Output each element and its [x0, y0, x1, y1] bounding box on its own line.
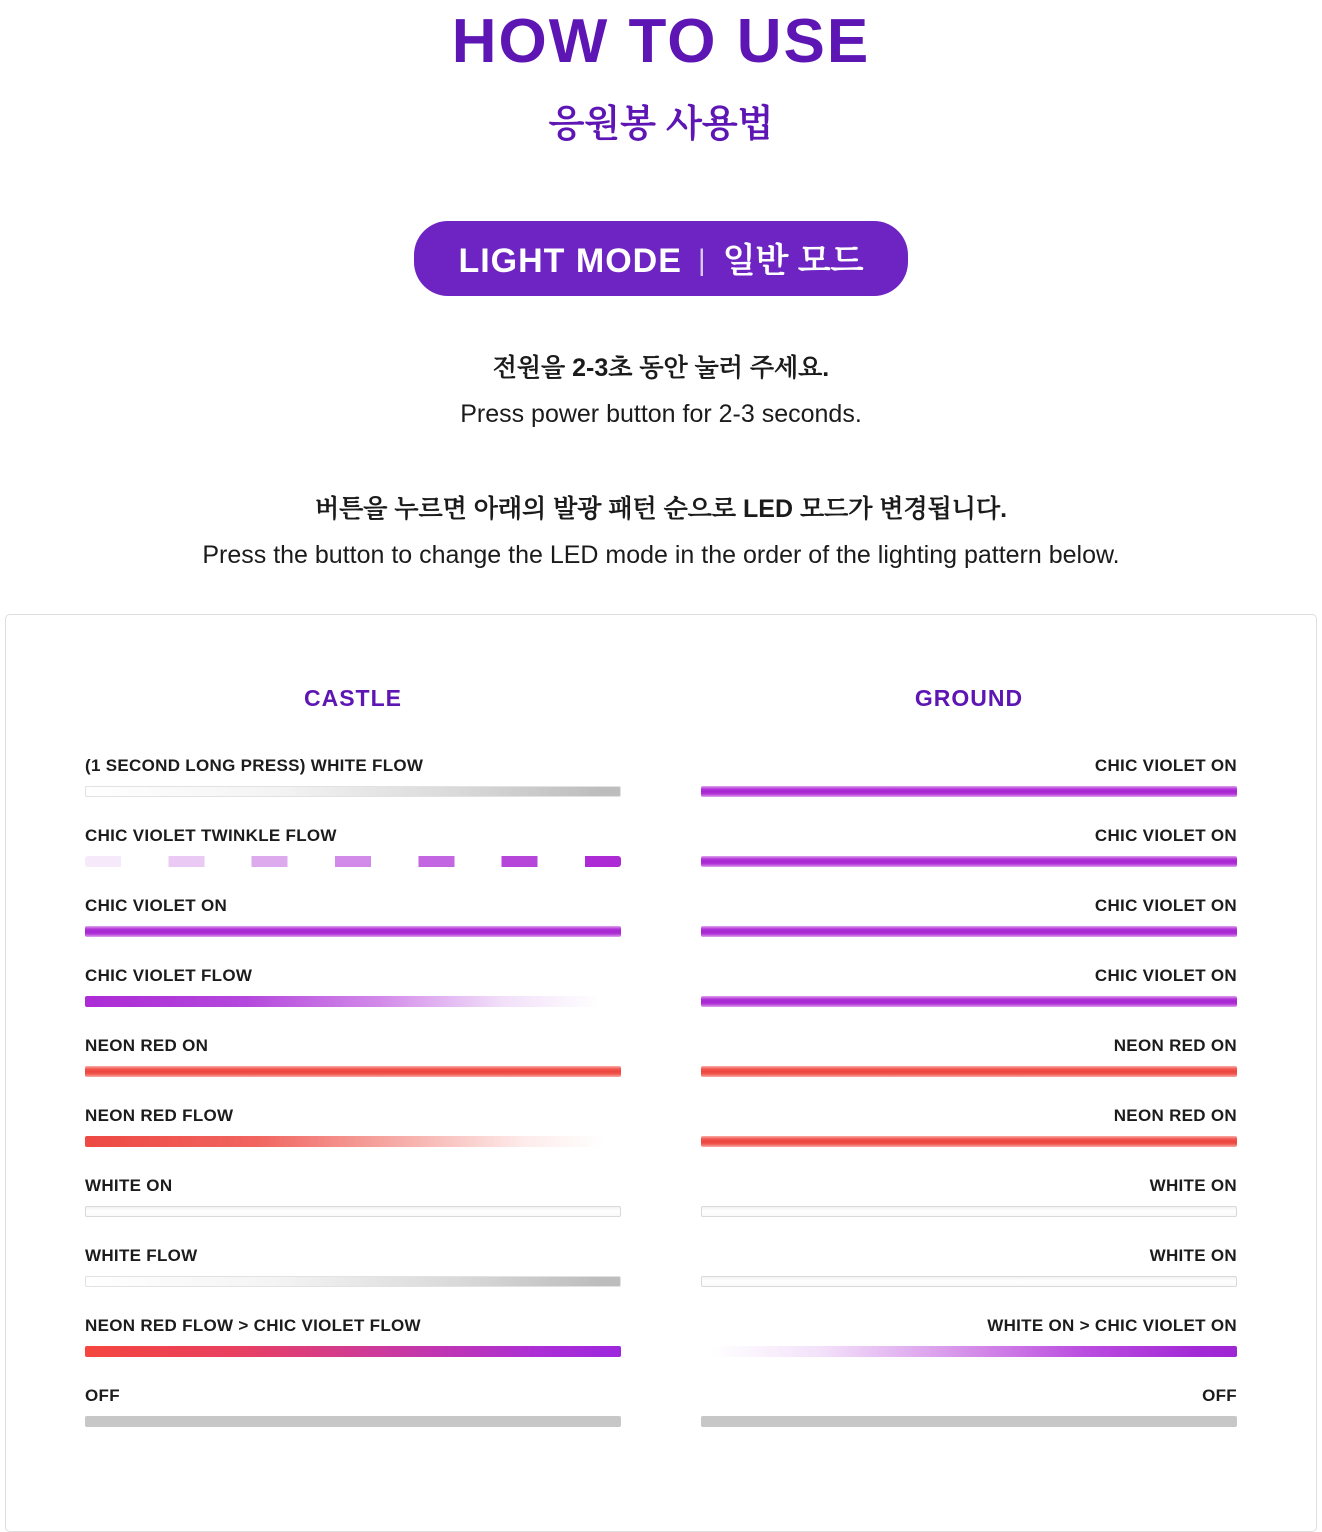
instruction-power-english: Press power button for 2-3 seconds. [460, 400, 862, 428]
instruction-button-english: Press the button to change the LED mode in the order of the lighting pattern below. [202, 541, 1120, 569]
instruction-power-korean: 전원을 2-3초 동안 눌러 주세요. [492, 354, 830, 382]
pattern-cell-castle [85, 1036, 621, 1077]
led-bar-red-on [701, 1136, 1237, 1147]
instruction-button-korean: 버튼을 누르면 아래의 발광 패턴 순으로 LED 모드가 변경됩니다. [314, 495, 1008, 523]
light-mode-label-en: LIGHT MODE [458, 242, 682, 280]
led-pattern-table [5, 614, 1317, 1532]
led-mode-label: CHIC VIOLET ON [1094, 896, 1237, 915]
led-mode-label: WHITE ON [1149, 1246, 1237, 1265]
led-mode-label: NEON RED ON [85, 1036, 209, 1055]
led-bar-white-on [701, 1206, 1237, 1217]
led-bar-red-flow [85, 1136, 621, 1147]
column-header-castle: CASTLE [304, 685, 402, 711]
pattern-cell-castle [85, 756, 621, 797]
led-mode-label: CHIC VIOLET ON [1094, 756, 1237, 775]
led-mode-label: WHITE ON [85, 1176, 173, 1195]
led-mode-label: NEON RED ON [1113, 1106, 1237, 1125]
column-headers [85, 685, 1237, 712]
badge-divider: | [697, 244, 707, 277]
led-mode-label: NEON RED FLOW > CHIC VIOLET FLOW [85, 1316, 421, 1335]
pattern-cell-castle [85, 1106, 621, 1147]
led-bar-red-to-violet-flow [85, 1346, 621, 1357]
led-bar-violet-twinkle [85, 856, 621, 867]
pattern-cell-ground [701, 1386, 1237, 1427]
led-mode-label: WHITE ON [1149, 1176, 1237, 1195]
column-header-ground: GROUND [914, 685, 1024, 711]
pattern-cell-ground [701, 1176, 1237, 1217]
led-mode-label: (1 SECOND LONG PRESS) WHITE FLOW [85, 756, 424, 775]
pattern-cell-castle [85, 966, 621, 1007]
led-mode-label: CHIC VIOLET TWINKLE FLOW [85, 826, 337, 845]
led-bar-white-on [701, 1276, 1237, 1287]
led-bar-white-on [85, 1206, 621, 1217]
instruction-button [0, 489, 1322, 570]
page-subtitle-korean: 응원봉 사용법 [548, 103, 774, 144]
mode-badge-container [0, 221, 1322, 296]
led-mode-label: NEON RED ON [1113, 1036, 1237, 1055]
pattern-cell-castle [85, 826, 621, 867]
led-mode-label: CHIC VIOLET ON [85, 896, 228, 915]
pattern-cell-ground [701, 756, 1237, 797]
led-bar-white-flow [85, 786, 621, 797]
page-title: HOW TO USE [451, 7, 871, 76]
light-mode-label-ko: 일반 모드 [722, 242, 864, 280]
pattern-cell-castle [85, 1176, 621, 1217]
pattern-cell-ground [701, 1106, 1237, 1147]
instruction-power [0, 348, 1322, 429]
led-bar-white-to-violet [701, 1346, 1237, 1357]
led-bar-violet-on [85, 926, 621, 937]
led-mode-label: NEON RED FLOW [85, 1106, 234, 1125]
led-bar-violet-on [701, 786, 1237, 797]
light-mode-badge [414, 221, 907, 296]
pattern-cell-ground [701, 896, 1237, 937]
led-mode-label: CHIC VIOLET ON [1094, 826, 1237, 845]
led-bar-violet-on [701, 926, 1237, 937]
pattern-cell-castle [85, 1246, 621, 1287]
led-mode-label: WHITE ON > CHIC VIOLET ON [987, 1316, 1237, 1335]
pattern-cell-ground [701, 966, 1237, 1007]
pattern-cell-ground [701, 826, 1237, 867]
pattern-cell-castle [85, 1386, 621, 1427]
pattern-cell-castle [85, 1316, 621, 1357]
pattern-cell-ground [701, 1246, 1237, 1287]
led-bar-violet-on [701, 996, 1237, 1007]
pattern-cell-ground [701, 1036, 1237, 1077]
led-bar-red-on [85, 1066, 621, 1077]
led-mode-label: CHIC VIOLET ON [1094, 966, 1237, 985]
led-bar-red-on [701, 1066, 1237, 1077]
led-bar-off [701, 1416, 1237, 1427]
pattern-cell-castle [85, 896, 621, 937]
led-bar-white-flow [85, 1276, 621, 1287]
led-bar-off [85, 1416, 621, 1427]
led-mode-label: OFF [1202, 1386, 1237, 1405]
led-bar-violet-on [701, 856, 1237, 867]
led-bar-violet-flow [85, 996, 621, 1007]
pattern-rows [85, 756, 1237, 1456]
led-mode-label: WHITE FLOW [85, 1246, 198, 1265]
led-mode-label: OFF [85, 1386, 120, 1405]
pattern-cell-ground [701, 1316, 1237, 1357]
led-mode-label: CHIC VIOLET FLOW [85, 966, 253, 985]
